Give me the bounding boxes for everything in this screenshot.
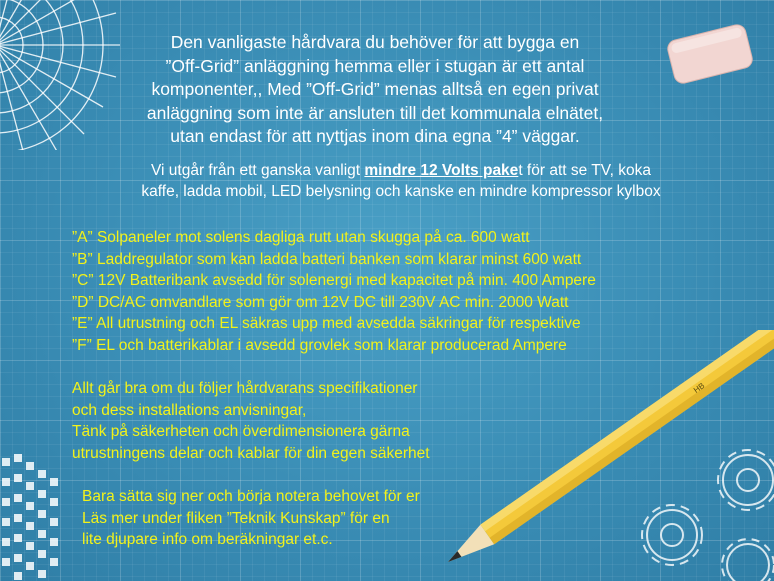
package-highlight: mindre 12 Volts pake [364,162,519,179]
closing-line: Bara sätta sig ner och börja notera behovet för er [82,488,420,505]
intro-paragraph [85,31,665,149]
component-list [72,227,596,357]
scope-paragraph [56,160,746,202]
advice-line: utrustningens delar och kablar för din egen säkerhet [72,444,430,462]
scope-line [56,160,746,181]
eraser-icon [660,18,760,90]
closing-paragraph [82,486,420,551]
list-item: ”C” 12V Batteribank avsedd för solenergi med kapacitet på min. 400 Ampere [72,272,596,290]
intro-line: utan endast för att nyttjas inom dina egna ”4” väggar. [170,126,580,146]
advice-paragraph [72,378,430,464]
intro-line: komponenter,, Med ”Off-Grid” menas alltså en egen privat [151,79,599,99]
scope-text: Vi utgår från ett ganska vanligt [150,162,365,179]
advice-line: Tänk på säkerheten och överdimensionera gärna [72,423,410,440]
crossword-grid-icon [0,448,70,581]
intro-line: anläggning som inte är ansluten till det kommunala elnätet, [146,102,604,123]
list-item: ”D” DC/AC omvandlare som gör om 12V DC till 230V AC min. 2000 Watt [72,293,569,311]
pencil-label: HB [692,381,707,395]
list-item: ”E” All utrustning och EL säkras upp med avsedda säkringar för respektive [72,315,581,333]
list-item: ”A” Solpaneler mot solens dagliga rutt utan skugga på ca. 600 watt [72,229,530,246]
intro-line: ”Off-Grid” anläggning hemma eller i stugan är ett antal [165,55,585,76]
scope-text: t för att se TV, koka [518,162,651,179]
list-item: ”F” EL och batterikablar i avsedd grovlek som klarar producerad Ampere [72,336,567,354]
advice-line: och dess installations anvisningar, [72,401,307,419]
list-item: ”B” Laddregulator som kan ladda batteri banken som klarar minst 600 watt [72,250,582,268]
closing-line: Läs mer under fliken ”Teknik Kunskap” för en [82,509,390,527]
advice-line: Allt går bra om du följer hårdvarans specifikationer [72,380,418,397]
intro-line: Den vanligaste hårdvara du behöver för att bygga en [170,32,580,52]
closing-line: lite djupare info om beräkningar et.c. [82,531,333,548]
pencil-icon [430,330,774,581]
scope-line: kaffe, ladda mobil, LED belysning och kanske en mindre kompressor kylbox [141,183,661,200]
